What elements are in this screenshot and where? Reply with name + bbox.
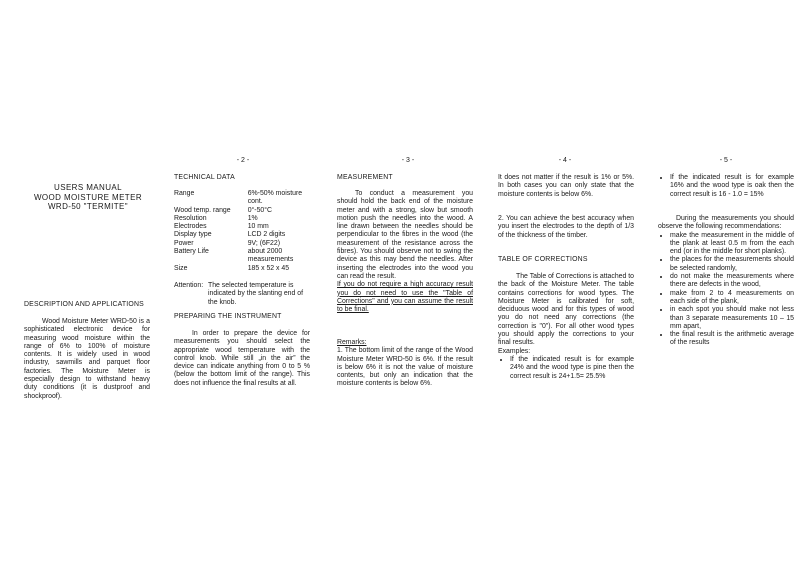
corrections-heading: TABLE OF CORRECTIONS — [498, 256, 588, 263]
spec-row: Display type LCD 2 digits — [174, 231, 286, 239]
list-item: • If the indicated result is for example 24% and the wood type is pine then the correct result is 24+1.5= 25.5% — [510, 356, 634, 381]
preparing-text: In order to prepare the device for measurements you should select the appropriate wood temperature with the control knob. While still „in the air” the device can indicate anything from 0 to 5 % (below the bottom limit of the range). This does not influence the final results at all. — [174, 330, 310, 387]
page-number-3: - 3 - — [401, 157, 415, 164]
remark-1-continued: It does not matter if the result is 1% or 5%. In both cases you can only state that the moisture contents is below 6%. — [498, 174, 634, 198]
attention-note — [174, 282, 310, 307]
measurement-heading: MEASUREMENT — [337, 174, 393, 181]
spec-row: Battery Life about 2000 measurements — [174, 248, 294, 264]
page-number-5: - 5 - — [719, 157, 733, 164]
attention-label: Attention: — [174, 282, 204, 289]
examples-list-continued — [658, 174, 794, 199]
accuracy-note: If you do not require a high accuracy result you do not need to use the "Table of Corrections" and you can assume the result to be final. — [337, 281, 473, 314]
title-line-2: WOOD MOISTURE METER — [33, 192, 143, 202]
spec-row: Resolution 1% — [174, 214, 258, 222]
spec-row: Wood temp. range 0°-50°C — [174, 206, 272, 214]
technical-data-heading: TECHNICAL DATA — [174, 174, 235, 181]
recommendations-intro: During the measurements you should observe the following recommendations: — [658, 215, 794, 231]
spec-row: Power 9V; (6F22) — [174, 239, 280, 247]
spec-row: Size 185 x 52 x 45 — [174, 264, 290, 272]
list-item: • in each spot you should make not less than 3 separate measurements 10 – 15 mm apart, — [670, 306, 794, 331]
page-number-2: - 2 - — [236, 157, 250, 164]
title-line-3: WRD-50 "TERMITE" — [47, 202, 129, 212]
remarks-label: Remarks: — [337, 339, 367, 346]
preparing-heading: PREPARING THE INSTRUMENT — [174, 313, 282, 320]
manual-title — [24, 183, 152, 212]
list-item: • do not make the measurements where there are defects in the wood, — [670, 273, 794, 290]
remark-1: 1. The bottom limit of the range of the Wood Moisture Meter WRD-50 is 6%. If the result is below 6% it is not the value of moisture contents, but only an indication that the moisture contents is below 6%. — [337, 347, 473, 388]
remark-2: 2. You can achieve the best accuracy when you insert the electrodes to the depth of 1/3 of the thickness of the timber. — [498, 215, 634, 239]
examples-list — [498, 356, 634, 381]
attention-text: The selected temperature is indicated by the slanting end of the knob. — [208, 282, 304, 306]
page-number-4: - 4 - — [558, 157, 572, 164]
list-item: • make from 2 to 4 measurements on each side of the plank, — [670, 290, 794, 307]
recommendations-list — [658, 232, 794, 348]
description-text: Wood Moisture Meter WRD-50 is a sophisticated electronic device for measuring wood moisture within the range of 6% to 100% of moisture contents. It is widely used in wood industry, sawmills and parquet floor factories. The Moisture Meter is especially design to withstand heavy duty conditions (it is dustproof and shockproof). — [24, 318, 150, 400]
technical-data-table — [174, 190, 310, 273]
spec-row: Electrodes 10 mm — [174, 223, 269, 231]
list-item: • the places for the measurements should be selected randomly, — [670, 256, 794, 273]
measurement-text: To conduct a measurement you should hold the back end of the moisture meter and with a strong, slow but smooth motion push the needles into the wood. A line drawn between the needles should be perpendicular to the fibres in the wood (the measurement of the resistance across the fibres). You should observe not to swing the device as this may bend the needles. After inserting the electrodes into the wood you can read the result. — [337, 190, 473, 280]
title-line-1: USERS MANUAL — [54, 183, 122, 192]
spec-row: Range 6%-50% moisture cont. — [174, 190, 303, 206]
description-heading: DESCRIPTION AND APPLICATIONS — [24, 301, 144, 308]
corrections-text: The Table of Corrections is attached to the back of the Moisture Meter. The table contains corrections for wood types. The Moisture Meter is calibrated for soft, deciduous wood and for this types of wood you do not need any corrections (the correction is "0"). For all other wood types you should apply the corrections to your final results. — [498, 273, 634, 347]
list-item: • make the measurement in the middle of the plank at least 0.5 m from the each end (or in the middle for short planks). — [670, 232, 794, 257]
list-item: • If the indicated result is for example 16% and the wood type is oak then the correct result is 16 - 1.0 = 15% — [670, 174, 794, 199]
list-item: • the final result is the arithmetic average of the results — [670, 331, 794, 348]
examples-label: Examples: — [498, 347, 531, 355]
